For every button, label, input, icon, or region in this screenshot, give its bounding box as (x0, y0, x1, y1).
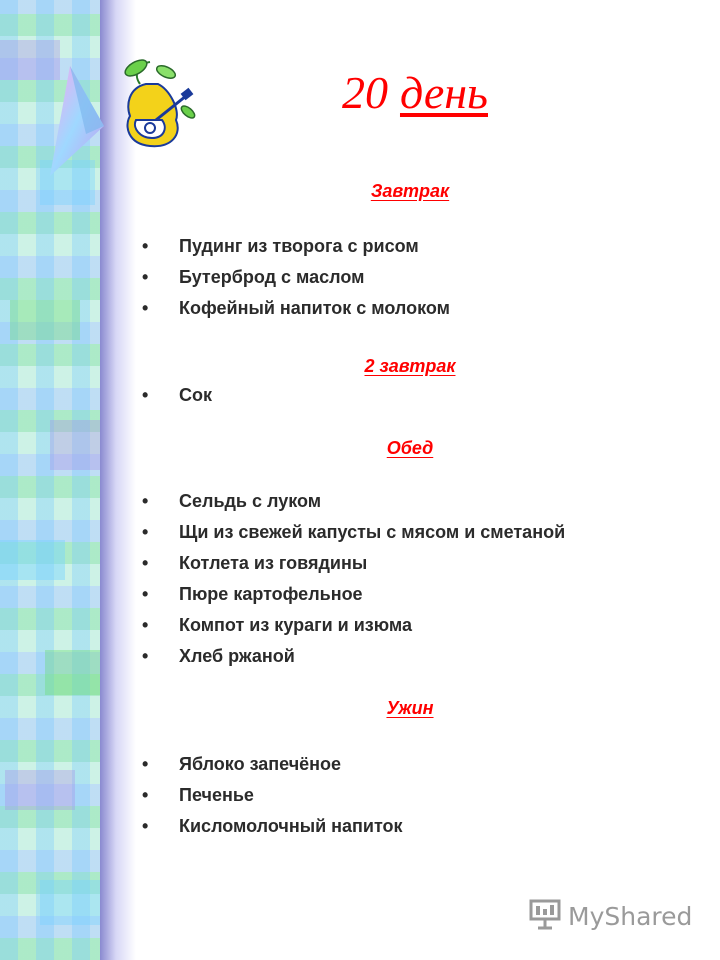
bullet: • (142, 584, 149, 604)
list-item-label: Печенье (179, 785, 254, 805)
bullet: • (142, 298, 149, 318)
title-word: день (399, 67, 488, 118)
bullet: • (142, 615, 149, 635)
section-heading-lunch: Обед (386, 438, 434, 458)
bullet: • (142, 553, 149, 573)
list-item-label: Яблоко запечёное (179, 754, 342, 774)
menu-list-breakfast (142, 231, 450, 324)
list-item (142, 780, 403, 811)
list-item (142, 548, 565, 579)
list-item-label: Пюре картофельное (179, 584, 363, 604)
section-heading-dinner: Ужин (386, 698, 434, 718)
list-item (142, 293, 450, 324)
list-item-label: Сельдь с луком (179, 491, 322, 511)
list-item (142, 486, 565, 517)
bullet: • (142, 491, 149, 511)
list-item (142, 380, 212, 411)
list-item-label: Кисломолочный напиток (179, 816, 403, 836)
bullet: • (142, 754, 149, 774)
list-item-label: Бутерброд с маслом (179, 267, 365, 287)
list-item (142, 641, 565, 672)
bullet: • (142, 385, 149, 405)
menu-list-second-breakfast (142, 380, 212, 411)
menu-list-lunch (142, 486, 565, 672)
list-item (142, 579, 565, 610)
bullet: • (142, 646, 149, 666)
bullet: • (142, 522, 149, 542)
list-item-label: Кофейный напиток с молоком (179, 298, 450, 318)
list-item (142, 610, 565, 641)
presentation-board-icon (528, 897, 562, 936)
page-title (0, 66, 720, 119)
section-heading-breakfast: Завтрак (370, 181, 450, 201)
bullet: • (142, 236, 149, 256)
list-item (142, 517, 565, 548)
bullet: • (142, 816, 149, 836)
list-item (142, 262, 450, 293)
title-number: 20 (341, 67, 388, 118)
list-item (142, 231, 450, 262)
list-item-label: Компот из кураги и изюма (179, 615, 412, 635)
bullet: • (142, 785, 149, 805)
list-item (142, 811, 403, 842)
watermark (528, 896, 692, 936)
list-item-label: Пудинг из творога с рисом (179, 236, 419, 256)
menu-list-dinner (142, 749, 403, 842)
watermark-text: MyShared (568, 901, 693, 931)
list-item-label: Щи из свежей капусты с мясом и сметаной (179, 522, 566, 542)
bullet: • (142, 267, 149, 287)
list-item (142, 749, 403, 780)
list-item-label: Сок (179, 385, 213, 405)
section-heading-second-breakfast: 2 завтрак (364, 356, 456, 376)
list-item-label: Хлеб ржаной (179, 646, 295, 666)
list-item-label: Котлета из говядины (179, 553, 368, 573)
